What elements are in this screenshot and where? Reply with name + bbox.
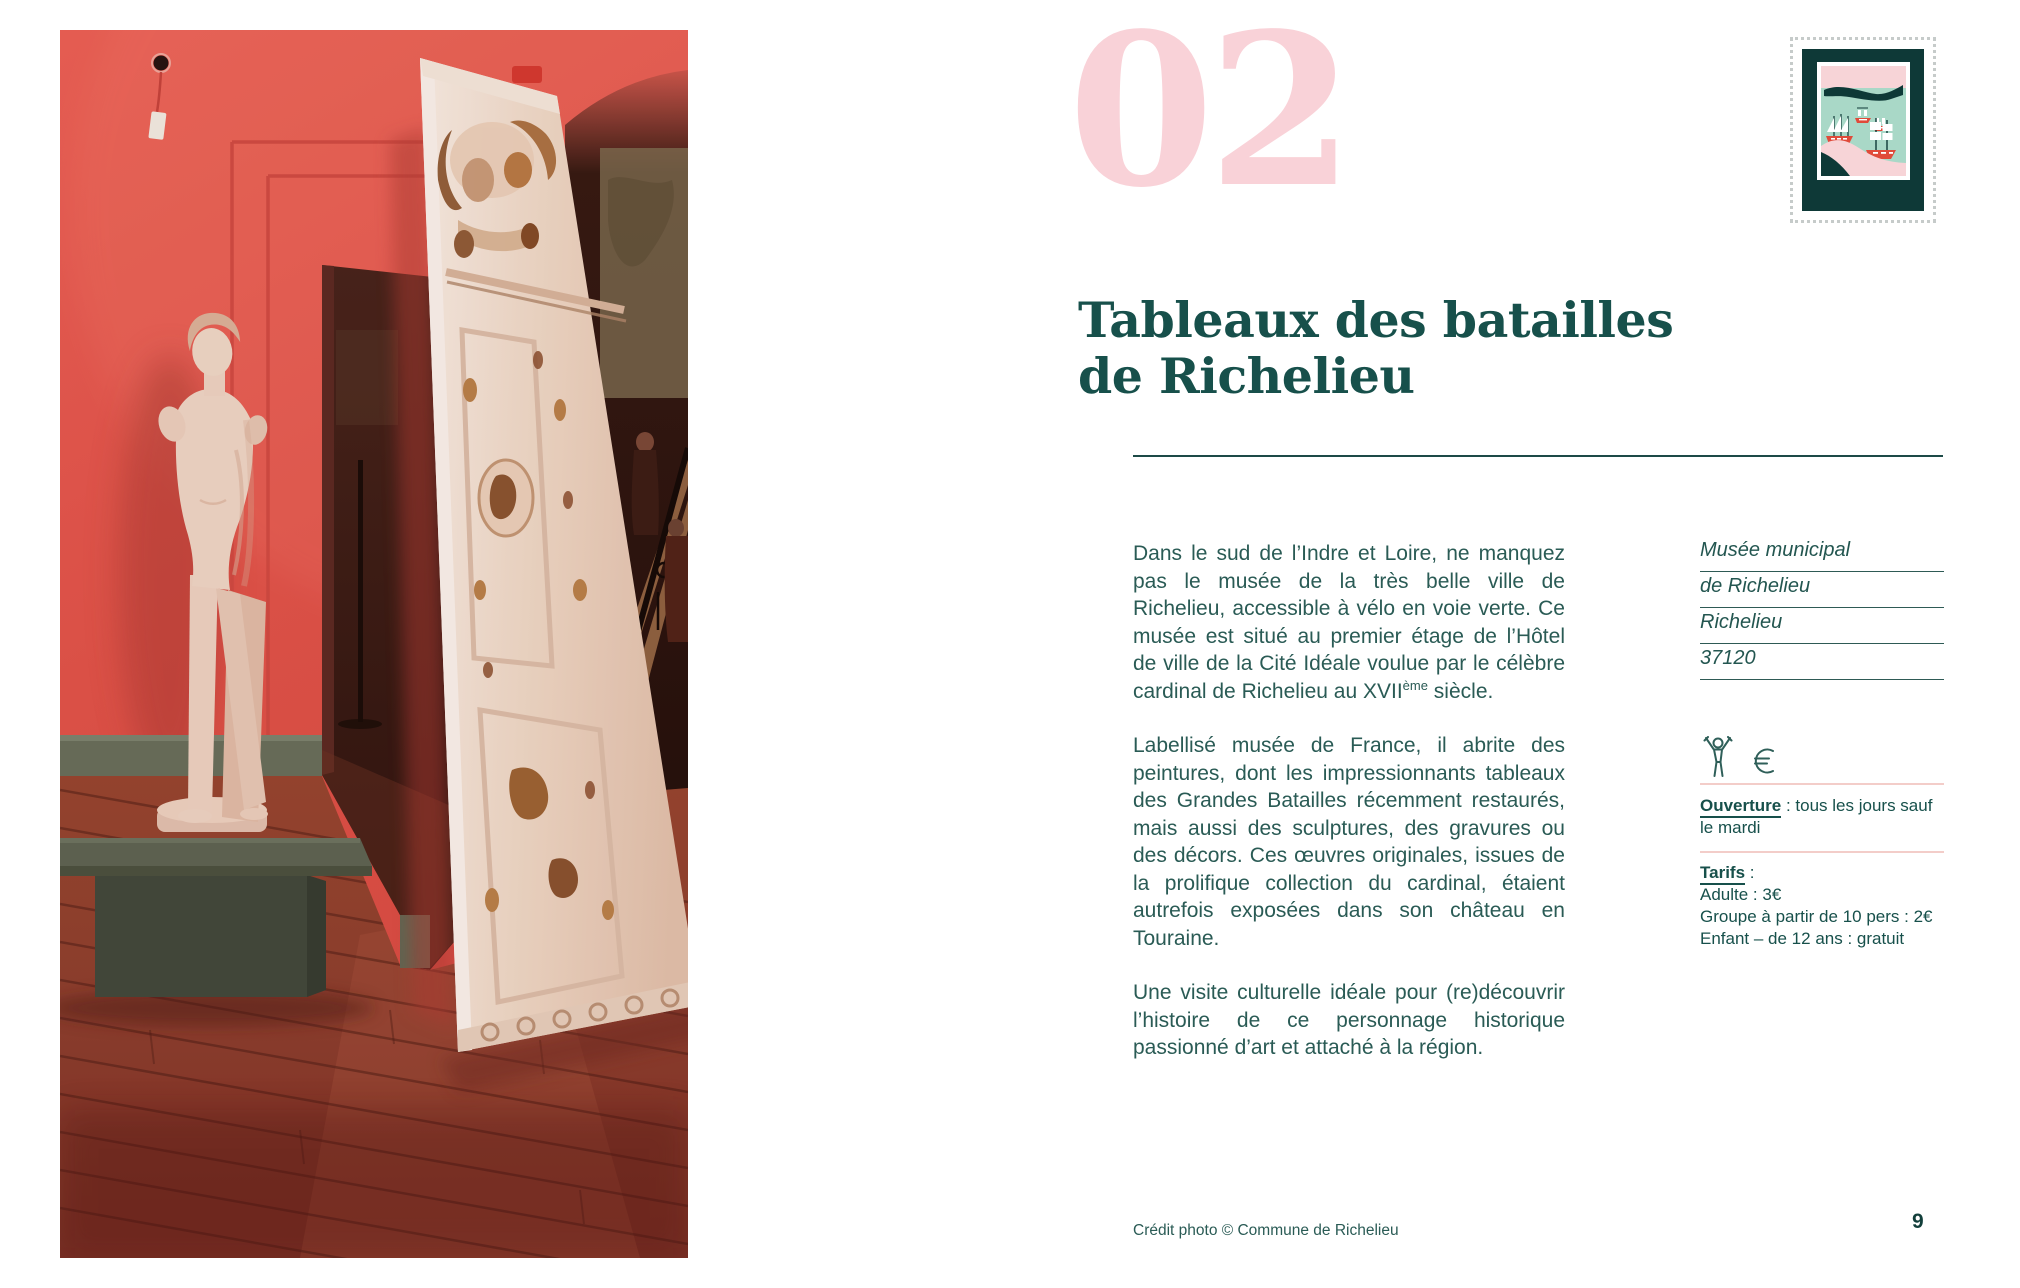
- paragraph-1-end: siècle.: [1427, 679, 1494, 703]
- paragraph-2: Labellisé musée de France, il abrite des peintures, dont les impressionnants tableaux des Grandes Batailles récemment restaurés, mais aussi des sculptures, des gravures ou des décors. Ces œuvres originales, issues de la prolifique collection du cardinal, étaient autrefois exposées dans son château en Touraine.: [1133, 734, 1565, 950]
- postage-stamp: [1790, 37, 1936, 223]
- divider-tarifs: [1700, 851, 1944, 853]
- photo-credit: Crédit photo © Commune de Richelieu: [1133, 1222, 1399, 1239]
- opening-hours-text: : tous les jours sauf le mardi: [1700, 796, 1933, 837]
- address-line-museum2: de Richelieu: [1700, 572, 1944, 608]
- stamp-frame: [1802, 49, 1924, 211]
- euro-icon: [1748, 744, 1782, 778]
- address-line-museum: Musée municipal: [1700, 536, 1944, 572]
- pictogram-row: [1700, 736, 1782, 778]
- person-cheering-icon: [1700, 736, 1736, 778]
- page-title: [1078, 292, 1673, 404]
- paragraph-3: Une visite culturelle idéale pour (re)découvrir l’histoire de ce personnage historique passionné d’art et attaché à la région.: [1133, 981, 1565, 1059]
- museum-photo-art: [60, 30, 688, 1258]
- section-number: 02: [1068, 0, 1349, 234]
- tarifs-colon: :: [1745, 863, 1755, 882]
- page-title-line2: de Richelieu: [1078, 347, 1415, 405]
- stamp-ships-illustration: [1817, 62, 1910, 180]
- opening-hours-block: [1700, 795, 1950, 839]
- century-superscript: ème: [1402, 677, 1428, 693]
- paragraph-1-text: Dans le sud de l’Indre et Loire, ne manquez pas le musée de la très belle ville de Richelieu, accessible à vélo en voie verte. Ce musée est situé au premier étage de l’Hôtel de ville de la Cité Idéale voulue par le célèbre cardinal de Richelieu au XVII: [1133, 542, 1565, 703]
- address-line-city: Richelieu: [1700, 608, 1944, 644]
- paragraph-1: [1133, 540, 1565, 705]
- page-title-line1: Tableaux des batailles: [1078, 291, 1674, 349]
- address-line-zip: 37120: [1700, 644, 1944, 680]
- tarif-adulte: Adulte : 3€: [1700, 885, 1782, 904]
- tarifs-block: [1700, 862, 1950, 950]
- article-text: [1133, 540, 1565, 1089]
- tarif-enfant: Enfant – de 12 ans : gratuit: [1700, 929, 1905, 948]
- tarifs-label: Tarifs: [1700, 863, 1745, 885]
- page-number: 9: [1912, 1210, 1924, 1233]
- address-block: [1700, 536, 1944, 680]
- tarifs-title: [1700, 862, 1950, 884]
- museum-photo: [60, 30, 688, 1258]
- title-rule: [1133, 455, 1943, 457]
- tarif-groupe: Groupe à partir de 10 pers : 2€: [1700, 907, 1933, 926]
- opening-hours-label: Ouverture: [1700, 796, 1781, 818]
- divider-opening: [1700, 783, 1944, 785]
- ships-illustration-art: [1821, 66, 1906, 176]
